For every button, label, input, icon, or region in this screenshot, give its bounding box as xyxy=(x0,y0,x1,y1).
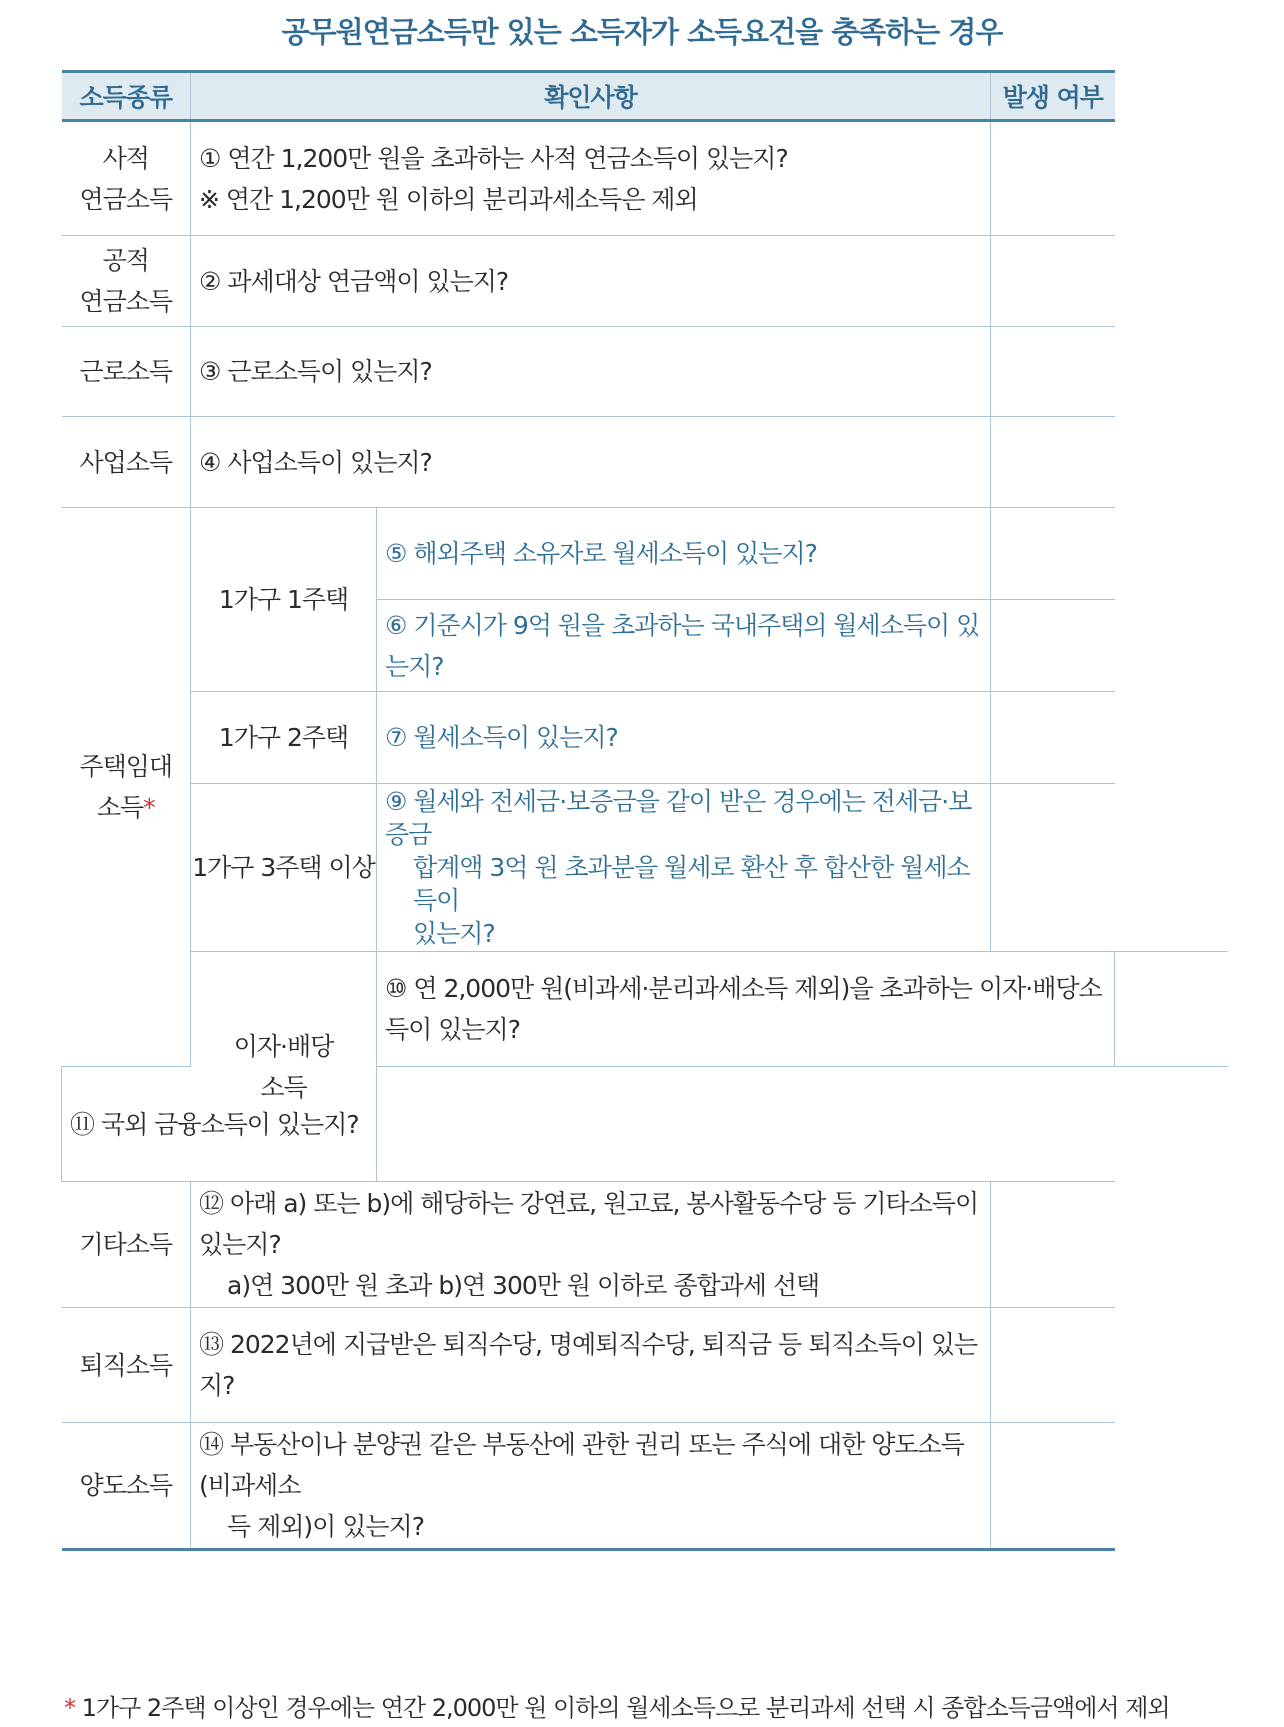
category-label: 근로소득 xyxy=(62,327,191,417)
occurrence-cell[interactable] xyxy=(991,692,1115,784)
footnote-text: 1가구 2주택 이상인 경우에는 연간 2,000만 원 이하의 월세소득으로 분리과세 선택 시 종합소득금액에서 제외 xyxy=(81,1694,1170,1722)
subcategory-label: 1가구 1주택 xyxy=(191,508,377,692)
footnote xyxy=(64,1688,1170,1723)
question-text: ⑭ 부동산이나 분양권 같은 부동산에 관한 권리 또는 주식에 대한 양도소득(비과세소 xyxy=(199,1430,964,1500)
category-label: 소득 xyxy=(96,793,144,822)
category-label: 연금소득 xyxy=(79,287,173,316)
subcategory-label: 1가구 2주택 xyxy=(191,692,377,784)
header-income-type: 소득종류 xyxy=(62,72,191,121)
question-text: 득 제외)이 있는지? xyxy=(227,1512,424,1541)
question-text: ⑨ 월세와 전세금·보증금을 같이 받은 경우에는 전세금·보증금 xyxy=(385,787,972,849)
table-row xyxy=(62,784,1229,952)
table-row xyxy=(62,508,1229,600)
occurrence-cell[interactable] xyxy=(991,1423,1115,1550)
occurrence-cell[interactable] xyxy=(991,1182,1115,1308)
subcategory-label: 1가구 3주택 이상 xyxy=(191,784,377,952)
category-label: 이자·배당 xyxy=(233,1031,334,1061)
question-note: ※ 연간 1,200만 원 이하의 분리과세소득은 제외 xyxy=(199,184,698,214)
occurrence-cell[interactable] xyxy=(991,508,1115,600)
category-label: 퇴직소득 xyxy=(62,1308,191,1423)
question-cell xyxy=(377,784,991,952)
question-text: 있는지? xyxy=(413,919,495,948)
table-row xyxy=(62,417,1229,508)
table-row xyxy=(62,1423,1229,1550)
category-label: 연금소득 xyxy=(79,184,173,214)
table-row xyxy=(62,121,1229,236)
question-text: ② 과세대상 연금액이 있는지? xyxy=(191,236,991,327)
table-row xyxy=(62,1182,1229,1308)
table-row xyxy=(62,236,1229,327)
occurrence-cell[interactable] xyxy=(991,236,1115,327)
income-checklist-table xyxy=(61,70,1228,1551)
category-label: 소득 xyxy=(260,1072,307,1102)
question-text: ① 연간 1,200만 원을 초과하는 사적 연금소득이 있는지? xyxy=(199,143,788,173)
occurrence-cell[interactable] xyxy=(991,1308,1115,1423)
question-text: ④ 사업소득이 있는지? xyxy=(191,417,991,508)
category-cell xyxy=(62,236,191,327)
table-row xyxy=(62,1067,1229,1182)
table-row xyxy=(62,952,1229,1067)
footnote-mark: * xyxy=(64,1694,75,1722)
category-label: 사적 xyxy=(102,143,149,173)
category-label: 주택임대 xyxy=(79,752,173,781)
category-label: 공적 xyxy=(102,246,149,275)
category-label: 기타소득 xyxy=(62,1182,191,1308)
question-cell xyxy=(191,1182,991,1308)
occurrence-cell[interactable] xyxy=(991,784,1115,952)
category-label: 사업소득 xyxy=(62,417,191,508)
table-row xyxy=(62,327,1229,417)
question-text: ⑦ 월세소득이 있는지? xyxy=(377,692,991,784)
occurrence-cell[interactable] xyxy=(991,600,1115,692)
question-cell xyxy=(191,121,991,236)
category-cell xyxy=(62,508,191,1067)
occurrence-cell[interactable] xyxy=(1115,952,1228,1067)
question-text: ⑪ 국외 금융소득이 있는지? xyxy=(62,1067,377,1182)
occurrence-cell[interactable] xyxy=(991,327,1115,417)
header-check-items: 확인사항 xyxy=(191,72,991,121)
question-text: ⑥ 기준시가 9억 원을 초과하는 국내주택의 월세소득이 있는지? xyxy=(377,600,991,692)
page-title: 공무원연금소득만 있는 소득자가 소득요건을 충족하는 경우 xyxy=(281,15,1003,49)
table-header-row xyxy=(62,72,1229,121)
table-row xyxy=(62,692,1229,784)
occurrence-cell[interactable] xyxy=(991,121,1115,236)
question-text: 합계액 3억 원 초과분을 월세로 환산 후 합산한 월세소득이 xyxy=(413,853,970,915)
category-cell xyxy=(62,121,191,236)
question-text: ③ 근로소득이 있는지? xyxy=(191,327,991,417)
question-text: ⑬ 2022년에 지급받은 퇴직수당, 명예퇴직수당, 퇴직금 등 퇴직소득이 있는지? xyxy=(191,1308,991,1423)
occurrence-cell[interactable] xyxy=(991,417,1115,508)
question-text: ⑫ 아래 a) 또는 b)에 해당하는 강연료, 원고료, 봉사활동수당 등 기타소득이 있는지? xyxy=(199,1189,979,1259)
table-row xyxy=(62,1308,1229,1423)
header-occurrence: 발생 여부 xyxy=(991,72,1115,121)
question-cell xyxy=(191,1423,991,1550)
question-text: ⑤ 해외주택 소유자로 월세소득이 있는지? xyxy=(377,508,991,600)
category-label: 양도소득 xyxy=(62,1423,191,1550)
question-note: a)연 300만 원 초과 b)연 300만 원 이하로 종합과세 선택 xyxy=(227,1271,820,1300)
occurrence-cell[interactable] xyxy=(377,1067,991,1182)
question-text: ⑩ 연 2,000만 원(비과세·분리과세소득 제외)을 초과하는 이자·배당소득이 있는지? xyxy=(377,952,1115,1067)
footnote-mark: * xyxy=(143,793,155,822)
